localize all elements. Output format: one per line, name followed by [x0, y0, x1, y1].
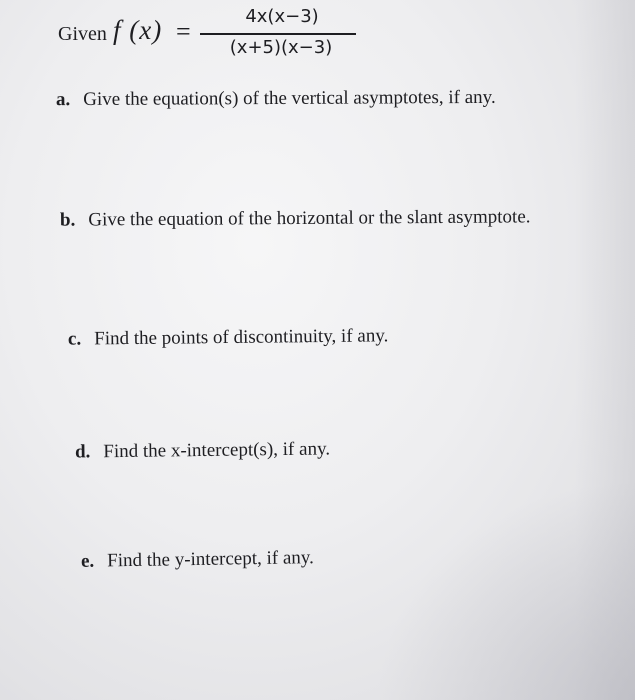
given-label: Given	[58, 23, 107, 45]
question-text: Find the points of discontinuity, if any.	[94, 325, 389, 350]
question-letter: a.	[55, 89, 71, 111]
function-definition	[58, 4, 358, 64]
equals-sign: =	[176, 17, 191, 46]
question-letter: c.	[67, 328, 82, 350]
question-text: Find the x-intercept(s), if any.	[103, 438, 331, 463]
question-e	[81, 547, 314, 573]
question-d	[75, 438, 330, 463]
question-letter: d.	[74, 441, 91, 463]
fraction-bar	[200, 33, 356, 35]
fraction-denominator: (x+5)(x−3)	[229, 37, 333, 58]
question-text: Give the equation(s) of the vertical asymptotes, if any.	[83, 86, 496, 111]
question-c	[68, 325, 389, 350]
question-b	[60, 206, 531, 231]
question-text: Find the y-intercept, if any.	[107, 547, 314, 572]
question-letter: b.	[59, 209, 76, 231]
function-name: f (x)	[113, 15, 163, 45]
question-letter: e.	[80, 550, 95, 572]
question-a	[56, 87, 496, 111]
page-shadow-corner	[375, 480, 635, 700]
question-text: Give the equation of the horizontal or the slant asymptote.	[88, 206, 531, 231]
page-shadow-right	[575, 0, 635, 700]
fraction-numerator: 4x(x−3)	[245, 6, 319, 27]
